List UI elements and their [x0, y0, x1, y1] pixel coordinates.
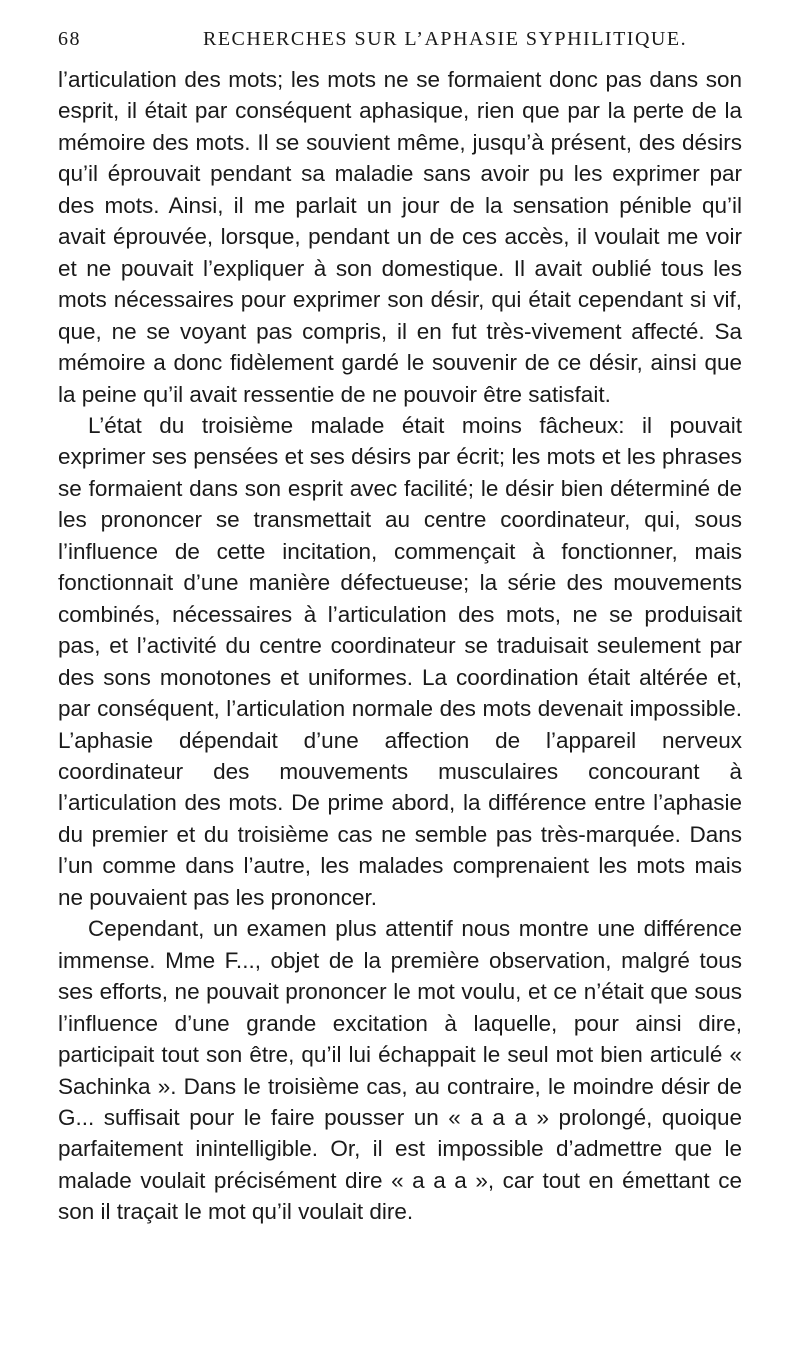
body-text: [58, 64, 742, 1228]
paragraph-2: L’état du troisième malade était moins fâcheux: il pouvait exprimer ses pensées et ses désirs par écrit; les mots et les phrases se formaient dans son esprit avec facilité; le désir bien déterminé de les prononcer se transmettait au centre coordinateur, qui, sous l’influence de cette incitation, commençait à fonctionner, mais fonctionnait d’une manière défectueuse; la série des mouvements combinés, nécessaires à l’articulation des mots, ne se produisait pas, et l’activité du centre coordinateur se traduisait seulement par des sons monotones et uniformes. La coordination était altérée et, par conséquent, l’articulation normale des mots devenait impossible. L’aphasie dépendait d’une affection de l’appareil nerveux coordinateur des mouvements musculaires concourant à l’articulation des mots. De prime abord, la différence entre l’aphasie du premier et du troisième cas ne semble pas très-marquée. Dans l’un comme dans l’autre, les malades comprenaient les mots mais ne pouvaient pas les prononcer.: [58, 412, 742, 910]
paragraph-3: Cependant, un examen plus attentif nous montre une différence immense. Mme F..., objet de la première observation, malgré tous ses efforts, ne pouvait prononcer le mot voulu, et ce n’était que sous l’influence d’une grande excitation à laquelle, pour ainsi dire, participait tout son être, qu’il lui échappait le seul mot bien articulé « Sachinka ». Dans le troisième cas, au contraire, le moindre désir de G... suffisait pour le faire pousser un « a a a » prolongé, quoique parfaitement inintelligible. Or, il est impossible d’admettre que le malade voulait précisément dire « a a a », car tout en émettant ce son il traçait le mot qu’il voulait dire.: [58, 916, 742, 1225]
running-title: RECHERCHES SUR L’APHASIE SYPHILITIQUE.: [203, 28, 688, 50]
page-number: 68: [58, 28, 81, 50]
paragraph-1: l’articulation des mots; les mots ne se formaient donc pas dans son esprit, il était par conséquent aphasique, rien que par la perte de la mémoire des mots. Il se souvient même, jusqu’à présent, des désirs qu’il éprouvait pendant sa maladie sans avoir pu les exprimer par des mots. Ainsi, il me parlait un jour de la sensation pénible qu’il avait éprouvée, lorsque, pendant un de ces accès, il voulait me voir et ne pouvait l’expliquer à son domestique. Il avait oublié tous les mots nécessaires pour exprimer son désir, qui était cependant si vif, que, ne se voyant pas compris, il en fut très-vivement affecté. Sa mémoire a donc fidèlement gardé le souvenir de ce désir, ainsi que la peine qu’il avait ressentie de ne pouvoir être satisfait.: [58, 67, 742, 407]
